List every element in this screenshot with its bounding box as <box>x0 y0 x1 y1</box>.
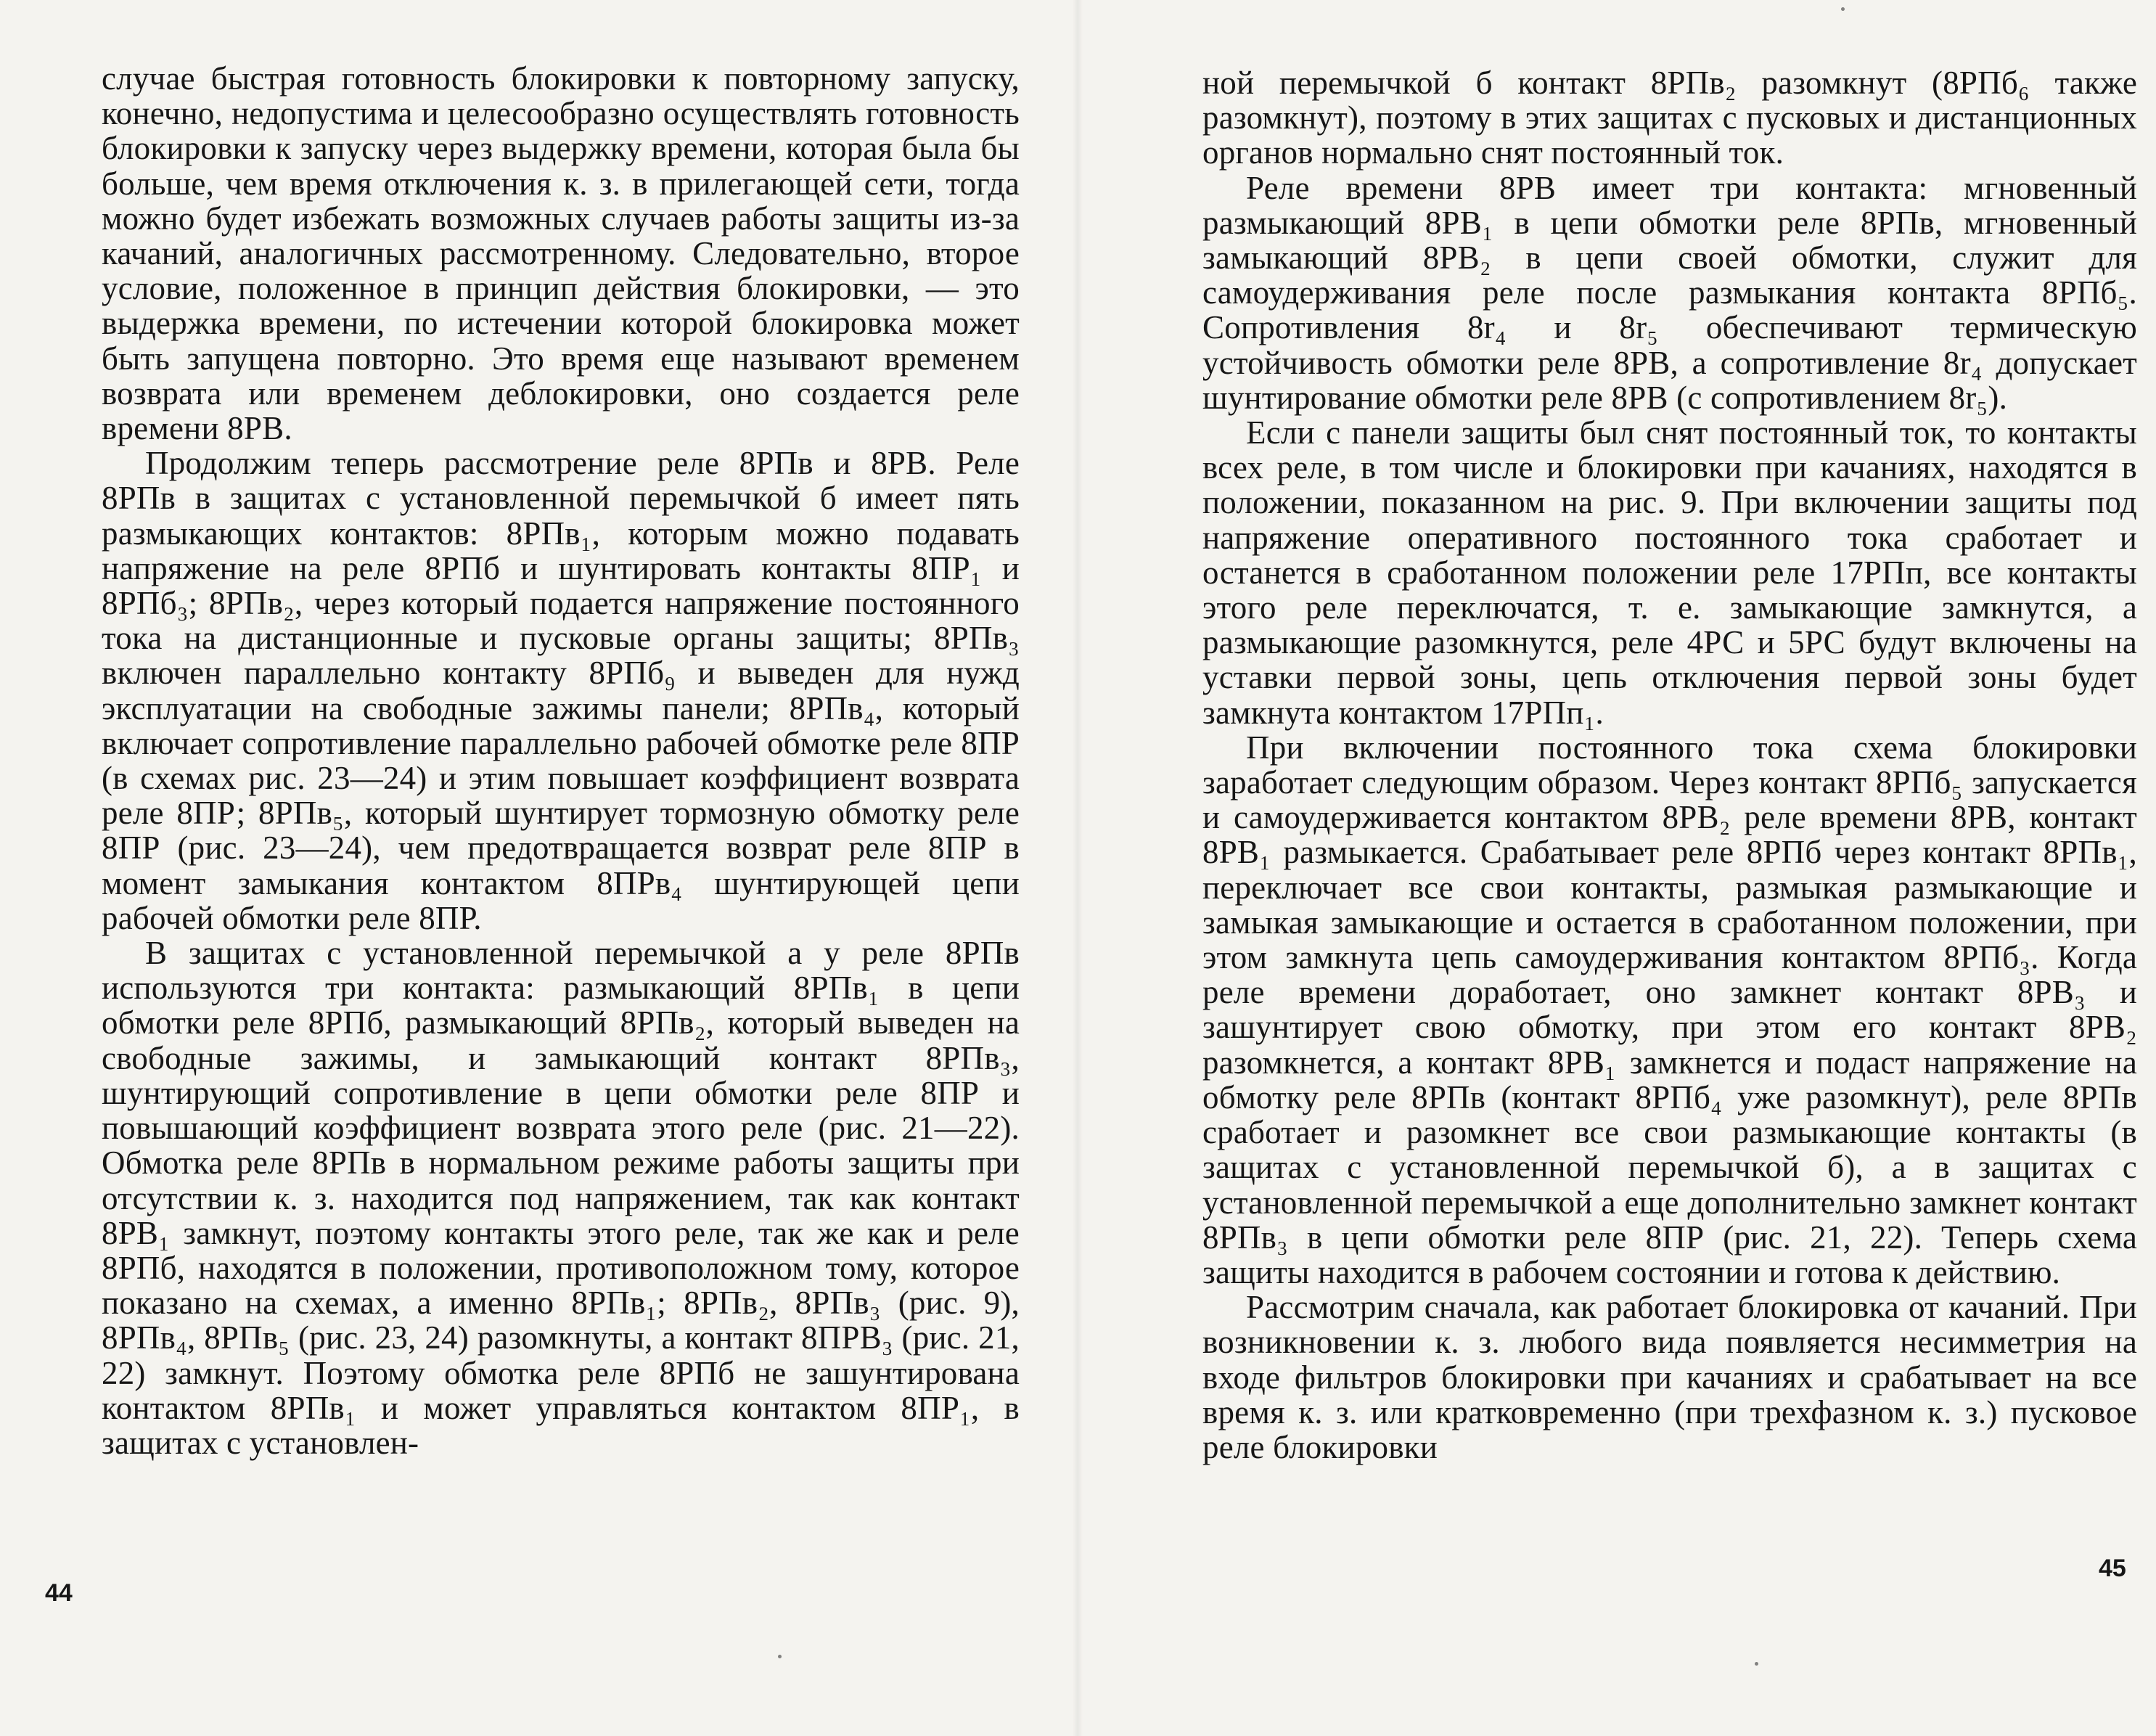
paragraph: Продолжим теперь рассмотрение реле 8РПв и 8РВ. Реле 8РПв в защитах с установленной перемычкой б имеет пять размыкающих контактов: 8РПв₁, которым можно подавать напряжение на реле 8РПб и шунтировать контакты 8ПР₁ и 8РПб₃; 8РПв₂, через который подается напряжение постоянного тока на дистанционные и пусковые органы защиты; 8РПв₃ включен параллельно контакту 8РПб₉ и выведен для нужд эксплуатации на свободные зажимы панели; 8РПв₄, который включает сопротивление параллельно рабочей обмотке реле 8ПР (в схемах рис. 23—24) и этим повышает коэффициент возврата реле 8ПР; 8РПв₅, который шунтирует тормозную обмотку реле 8ПР (рис. 23—24), чем предотвращается возврат реле 8ПР в момент замыкания контактом 8ПРв₄ шунтирующей цепи рабочей обмотки реле 8ПР. <box>102 445 1020 936</box>
scan-speck <box>1841 7 1845 11</box>
scan-speck <box>1755 1662 1758 1666</box>
right-page <box>1078 0 2156 1736</box>
paragraph: случае быстрая готовность блокировки к повторному запуску, конечно, недопустима и целесообразно осуществлять готовность блокировки к запуску через выдержку времени, которая была бы больше, чем время отключения к. з. в прилегающей сети, тогда можно будет избежать возможных случаев работы защиты из-за качаний, аналогичных рассмотренному. Следовательно, второе условие, положенное в принцип действия блокировки, — это выдержка времени, по истечении которой блокировка может быть запущена повторно. Это время еще называют временем возврата или временем деблокировки, оно создается реле времени 8РВ. <box>102 60 1020 447</box>
paragraph: ной перемычкой б контакт 8РПв₂ разомкнут (8РПб₆ также разомкнут), поэтому в этих защитах с пусковых и дистанционных органов нормально снят постоянный ток. <box>1202 65 2137 171</box>
paragraph: При включении постоянного тока схема блокировки заработает следующим образом. Через контакт 8РПб₅ запускается и самоудерживается контактом 8РВ₂ реле времени 8РВ, контакт 8РВ₁ размыкается. Срабатывает реле 8РПб через контакт 8РПв₁, переключает все свои контакты, размыкая размыкающие и замыкая замыкающие и остается в сработанном положении, при этом замкнута цепь самоудерживания контактом 8РПб₃. Когда реле времени доработает, оно замкнет контакт 8РВ₃ и зашунтирует свою обмотку, при этом его контакт 8РВ₂ разомкнется, а контакт 8РВ₁ замкнется и подаст напряжение на обмотку реле 8РПв (контакт 8РПб₄ уже разомкнут), реле 8РПв сработает и разомкнет все свои размыкающие контакты (в защитах с установленной перемычкой б), а в защитах с установленной перемычкой а еще дополнительно замкнет контакт 8РПв₃ в цепи обмотки реле 8ПР (рис. 21, 22). Теперь схема защиты находится в рабочем состоянии и готова к действию. <box>1202 729 2137 1290</box>
paragraph: Рассмотрим сначала, как работает блокировка от качаний. При возникновении к. з. любого вида появляется несимметрия на входе фильтров блокировки при качаниях и срабатывает на все время к. з. или кратковременно (при трехфазном к. з.) пусковое реле блокировки <box>1202 1289 2137 1465</box>
page-number: 44 <box>45 1579 73 1607</box>
right-text-column <box>1202 65 2137 1465</box>
paragraph: Реле времени 8РВ имеет три контакта: мгновенный размыкающий 8РВ₁ в цепи обмотки реле 8РПв, мгновенный замыкающий 8РВ₂ в цепи своей обмотки, служит для самоудерживания реле после размыкания контакта 8РПб₅. Сопротивления 8r₄ и 8r₅ обеспечивают термическую устойчивость обмотки реле 8РВ, а сопротивление 8r₄ допускает шунтирование обмотки реле 8РВ (с сопротивлением 8r₅). <box>1202 169 2137 416</box>
page-number: 45 <box>2099 1555 2126 1582</box>
paragraph: Если с панели защиты был снят постоянный ток, то контакты всех реле, в том числе и блокировки при качаниях, находятся в положении, показанном на рис. 9. При включении защиты под напряжение оперативного постоянного тока сработает и останется в сработанном положении реле 17РПп, все контакты этого реле переключатся, т. е. замыкающие замкнутся, а размыкающие разомкнутся, реле 4РС и 5РС будут включены на уставки первой зоны, цепь отключения первой зоны будет замкнута контактом 17РПп₁. <box>1202 414 2137 731</box>
scan-speck <box>778 1655 782 1658</box>
paragraph: В защитах с установленной перемычкой а у реле 8РПв используются три контакта: размыкающий 8РПв₁ в цепи обмотки реле 8РПб, размыкающий 8РПв₂, который выведен на свободные зажимы, и замыкающий контакт 8РПв₃, шунтирующий сопротивление в цепи обмотки реле 8ПР и повышающий коэффициент возврата этого реле (рис. 21—22). Обмотка реле 8РПв в нормальном режиме работы защиты при отсутствии к. з. находится под напряжением, так как контакт 8РВ₁ замкнут, поэтому контакты этого реле, так же как и реле 8РПб, находятся в положении, противоположном тому, которое показано на схемах, а именно 8РПв₁; 8РПв₂, 8РПв₃ (рис. 9), 8РПв₄, 8РПв₅ (рис. 23, 24) разомкнуты, а контакт 8ПРВ₃ (рис. 21, 22) замкнут. Поэтому обмотка реле 8РПб не зашунтирована контактом 8РПв₁ и может управляться контактом 8ПР₁, в защитах с установлен- <box>102 935 1020 1461</box>
left-text-column <box>102 61 1020 1460</box>
